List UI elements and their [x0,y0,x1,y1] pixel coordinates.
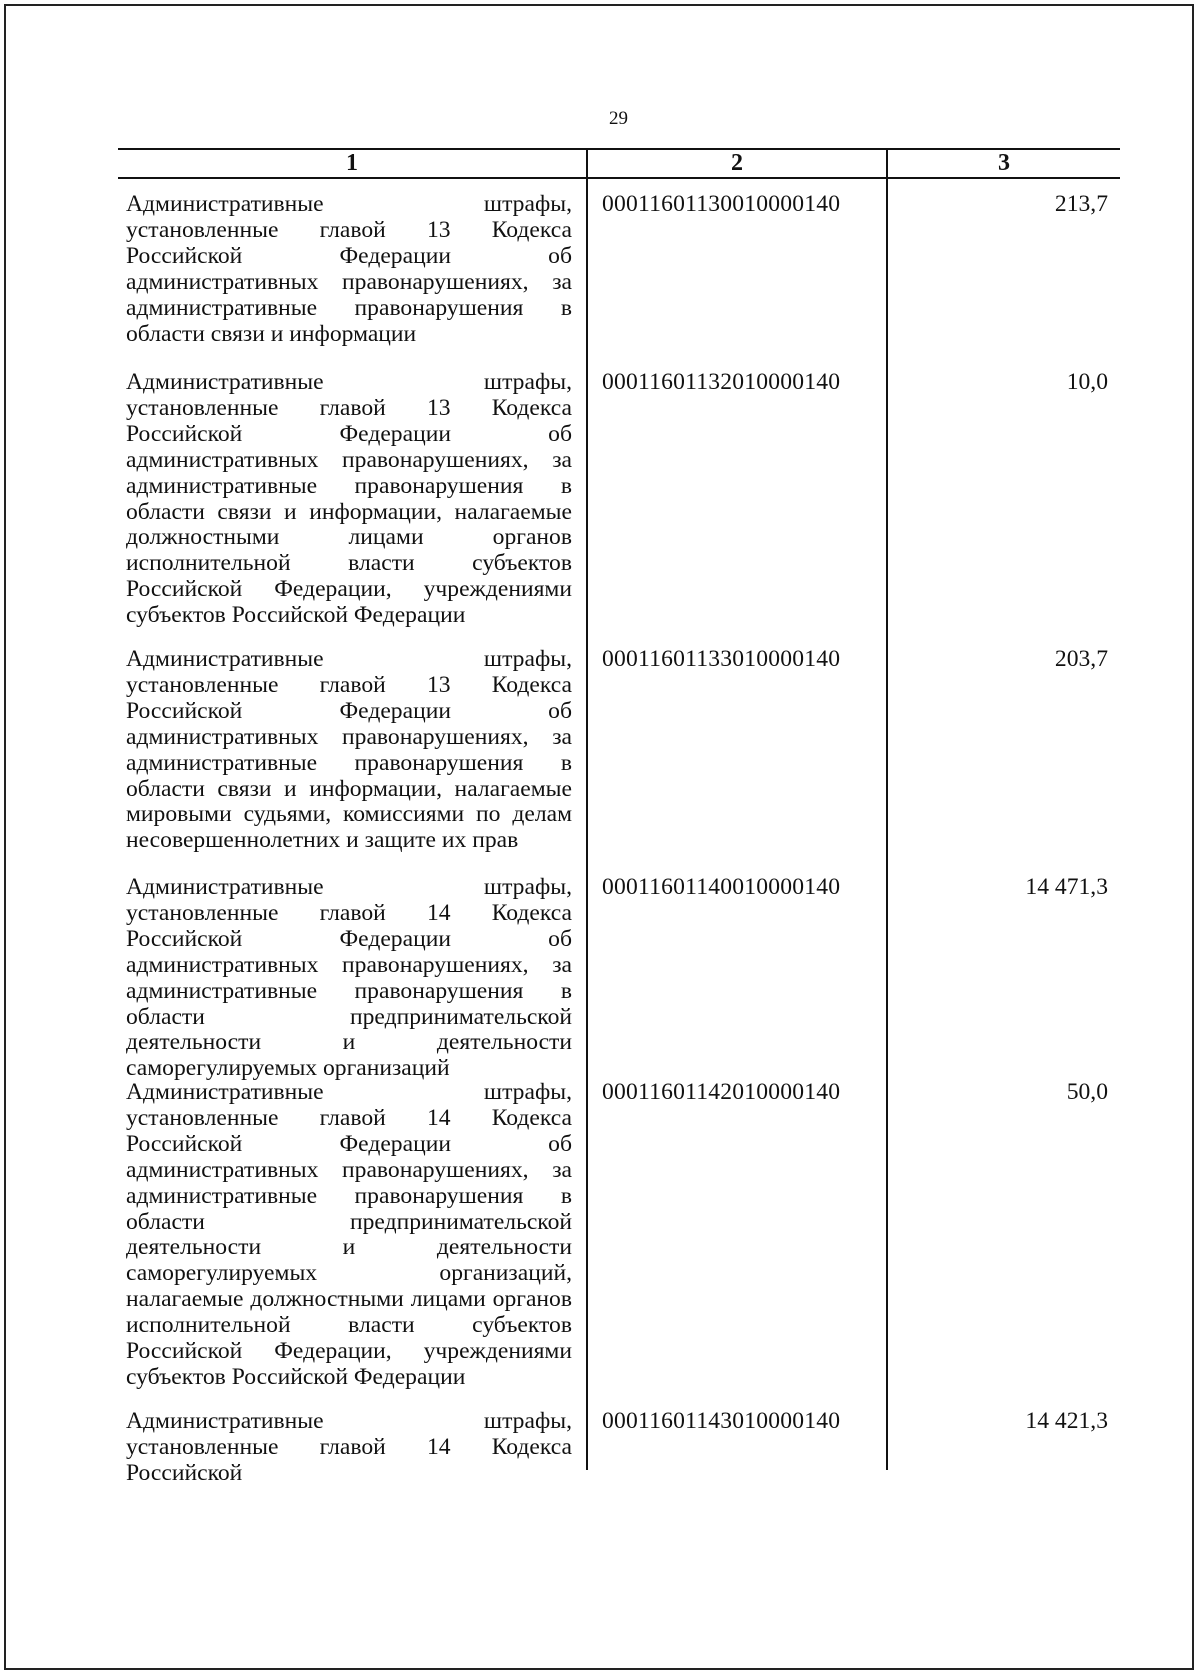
column-header-2: 2 [731,150,743,176]
row-description: Административные штрафы, установленные главой 14 Кодекса Российской Федерации об административных правонарушениях, за административные правонарушения в области предпринимательской деятельности и деятельности саморегулируемых организаций [126,874,572,1082]
page-number: 29 [609,108,628,129]
row-amount: 50,0 [1066,1079,1108,1105]
row-code: 00011601132010000140 [602,369,841,395]
row-code: 00011601142010000140 [602,1079,841,1105]
column-divider-2 [886,148,888,1470]
row-amount: 14 421,3 [1025,1408,1108,1434]
row-amount: 213,7 [1054,191,1108,217]
row-description: Административные штрафы, установленные главой 13 Кодекса Российской Федерации об административных правонарушениях, за административные правонарушения в области связи и информации [126,191,572,347]
row-amount: 203,7 [1054,646,1108,672]
column-header-1: 1 [346,150,358,176]
column-divider-1 [586,148,588,1470]
row-description: Административные штрафы, установленные главой 13 Кодекса Российской Федерации об административных правонарушениях, за административные правонарушения в области связи и информации, налагаемые мировыми судьями, комиссиями по делам несовершеннолетних и защите их прав [126,646,572,854]
column-header-3: 3 [998,150,1010,176]
row-code: 00011601130010000140 [602,191,841,217]
row-code: 00011601140010000140 [602,874,841,900]
row-description: Административные штрафы, установленные главой 14 Кодекса Российской [126,1408,572,1486]
table-header-rule [118,177,1120,179]
row-description: Административные штрафы, установленные главой 13 Кодекса Российской Федерации об административных правонарушениях, за административные правонарушения в области связи и информации, налагаемые должностными лицами органов исполнительной власти субъектов Российской Федерации, учреждениями субъектов Российской Федерации [126,369,572,629]
row-amount: 10,0 [1066,369,1108,395]
row-description: Административные штрафы, установленные главой 14 Кодекса Российской Федерации об административных правонарушениях, за административные правонарушения в области предпринимательской деятельности и деятельности саморегулируемых организаций, налагаемые должностными лицами органов исполнительной власти субъектов Российской Федерации, учреждениями субъектов Российской Федерации [126,1079,572,1390]
row-code: 00011601143010000140 [602,1408,841,1434]
row-amount: 14 471,3 [1025,874,1108,900]
row-code: 00011601133010000140 [602,646,841,672]
